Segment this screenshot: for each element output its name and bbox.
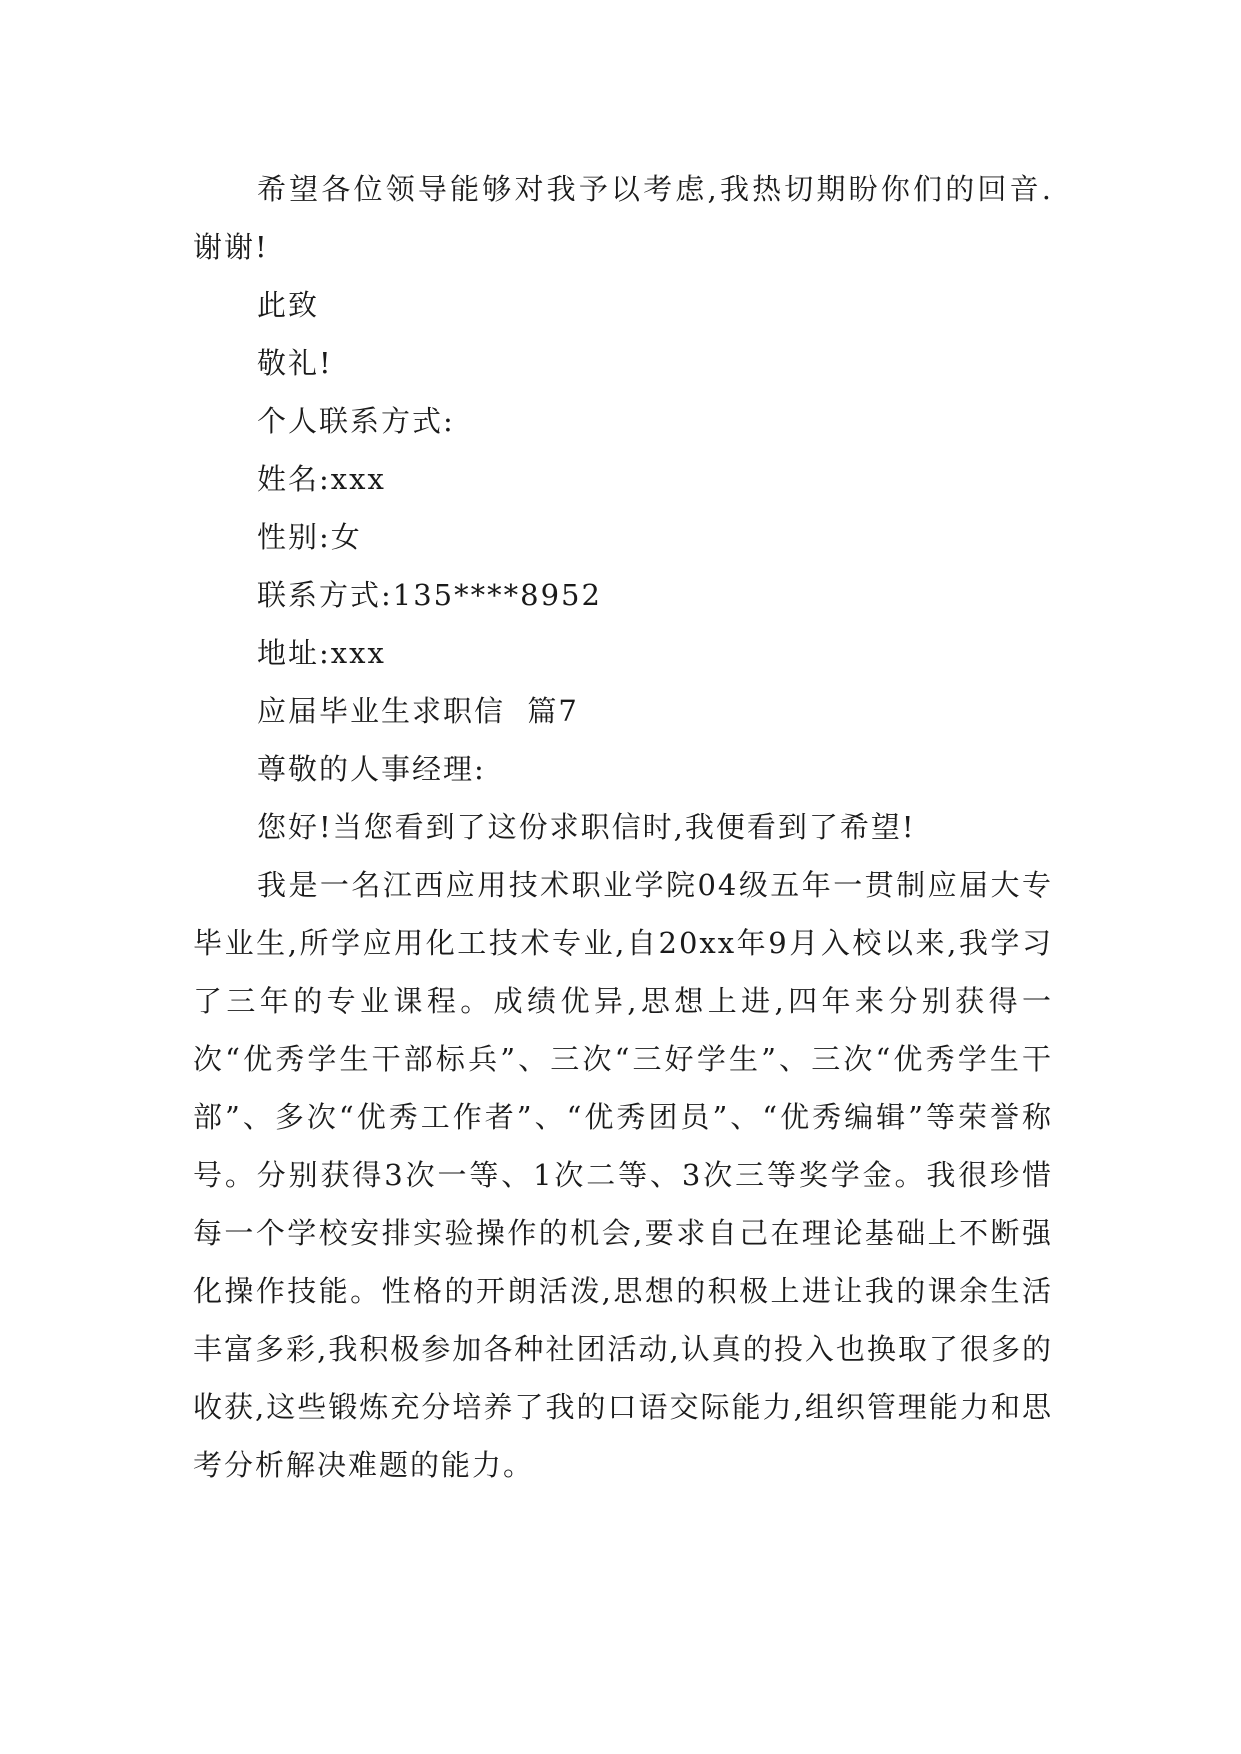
letter-greeting: 尊敬的人事经理: xyxy=(257,752,486,786)
closing-paragraph: 希望各位领导能够对我予以考虑,我热切期盼你们的回音.谢谢! xyxy=(193,172,1053,264)
contact-address: 地址:xxx xyxy=(257,636,386,670)
letter-body-paragraph: 我是一名江西应用技术职业学院04级五年一贯制应届大专毕业生,所学应用化工技术专业,自20xx年9月入校以来,我学习了三年的专业课程。成绩优异,思想上进,四年来分别获得一次“优秀学生干部标兵”、三次“三好学生”、三次“优秀学生干部”、多次“优秀工作者”、“优秀团员”、“优秀编辑”等荣誉称号。分别获得3次一等、1次二等、3次三等奖学金。我很珍惜每一个学校安排实验操作的机会,要求自己在理论基础上不断强化操作技能。性格的开朗活泼,思想的积极上进让我的课余生活丰富多彩,我积极参加各种社团活动,认真的投入也换取了很多的收获,这些锻炼充分培养了我的口语交际能力,组织管理能力和思考分析解决难题的能力。 xyxy=(193,868,1053,1482)
contact-name: 姓名:xxx xyxy=(257,462,386,496)
document-body xyxy=(193,160,1053,1494)
section-title: 应届毕业生求职信 篇7 xyxy=(257,694,579,728)
salutation-regards: 敬礼! xyxy=(257,346,333,380)
salutation-line: 此致 xyxy=(257,288,320,322)
letter-opening: 您好!当您看到了这份求职信时,我便看到了希望! xyxy=(257,810,916,844)
contact-heading: 个人联系方式: xyxy=(257,404,455,438)
contact-gender: 性别:女 xyxy=(257,520,362,554)
contact-phone: 联系方式:135****8952 xyxy=(257,578,602,612)
